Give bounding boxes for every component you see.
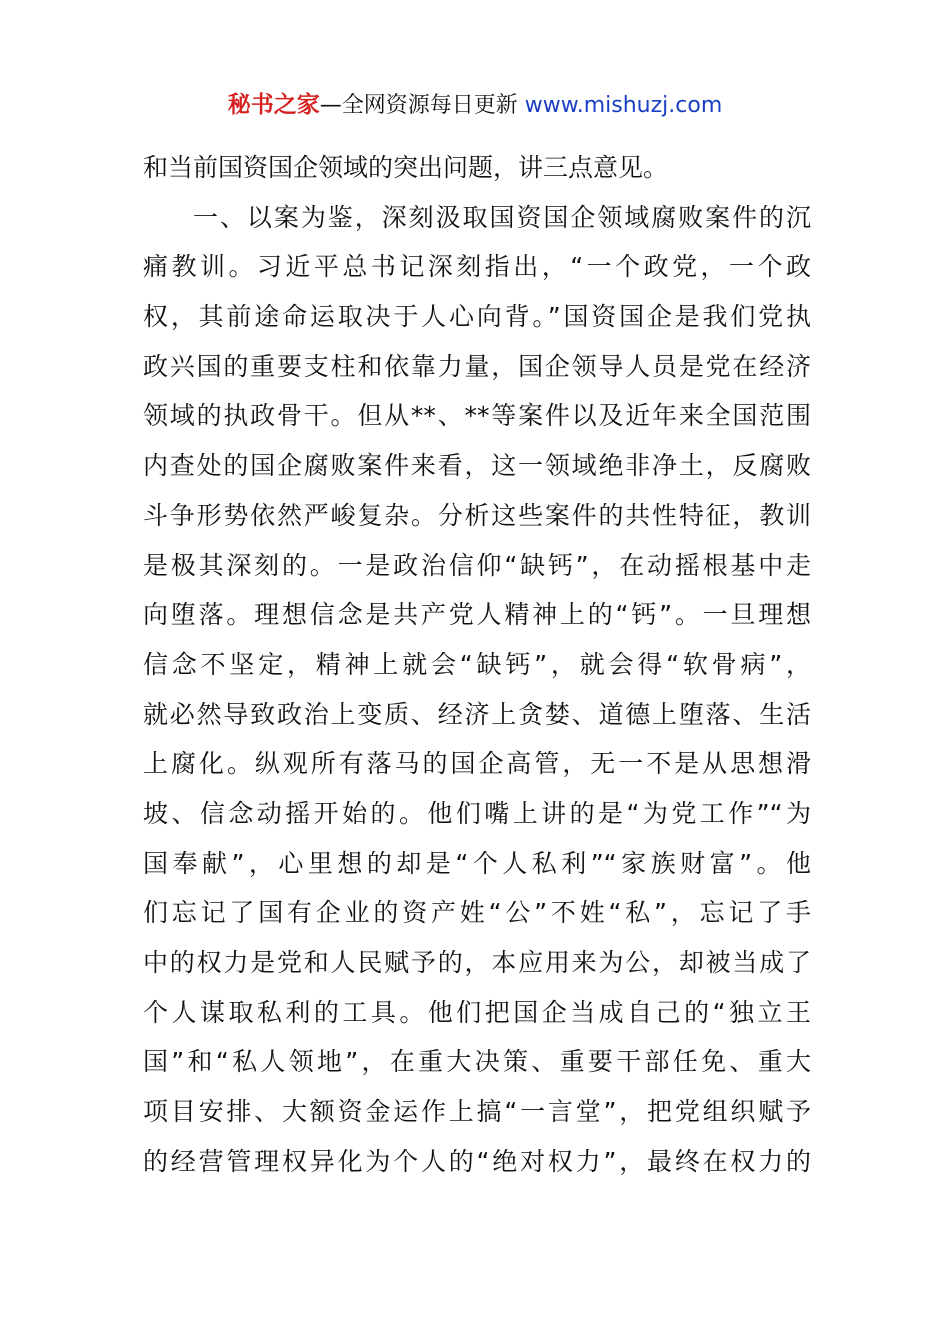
text-line: 和当前国资国企领域的突出问题，讲三点意见。 [143,153,669,182]
text-line: 向堕落。理想信念是共产党人精神上的“钙”。一旦理想 [143,600,811,630]
text-line: 痛教训。习近平总书记深刻指出，“一个政党，一个政 [143,252,811,282]
text-line: 一、以案为鉴，深刻汲取国资国企领域腐败案件的沉 [193,202,811,232]
text-line: 个人谋取私利的工具。他们把国企当成自己的“独立王 [143,997,811,1027]
brand-name: 秘书之家 [227,92,320,118]
text-line: 是极其深刻的。一是政治信仰“缺钙”，在动摇根基中走 [143,550,811,580]
text-line: 领域的执政骨干。但从**、**等案件以及近年来全国范围 [143,401,811,431]
text-line: 上腐化。纵观所有落马的国企高管，无一不是从思想滑 [143,749,811,779]
text-line: 政兴国的重要支柱和依靠力量，国企领导人员是党在经济 [143,351,811,381]
text-line: 国”和“私人领地”，在重大决策、重要干部任免、重大 [143,1047,811,1077]
text-line: 项目安排、大额资金运作上搞“一言堂”，把党组织赋予 [143,1097,811,1127]
text-line: 的经营管理权异化为个人的“绝对权力”，最终在权力的 [143,1146,811,1176]
text-line: 们忘记了国有企业的资产姓“公”不姓“私”，忘记了手 [143,898,811,928]
document-body [143,143,811,1186]
text-line: 国奉献”，心里想的却是“个人私利”“家族财富”。他 [143,848,811,878]
text-line: 内查处的国企腐败案件来看，这一领域绝非净土，反腐败 [143,451,811,481]
site-url-link[interactable]: www.mishuzj.com [524,93,723,118]
text-line: 信念不坚定，精神上就会“缺钙”，就会得“软骨病”， [143,649,811,679]
text-line: 斗争形势依然严峻复杂。分析这些案件的共性特征，教训 [143,500,811,530]
text-line: 中的权力是党和人民赋予的，本应用来为公，却被当成了 [143,948,811,977]
text-line: 坡、信念动摇开始的。他们嘴上讲的是“为党工作”“为 [143,798,811,828]
text-line: 权，其前途命运取决于人心向背。”国资国企是我们党执 [143,302,811,332]
text-line: 就必然导致政治上变质、经济上贪婪、道德上堕落、生活 [143,699,811,729]
header-tagline: —全网资源每日更新 [319,93,518,118]
site-header [0,86,950,125]
